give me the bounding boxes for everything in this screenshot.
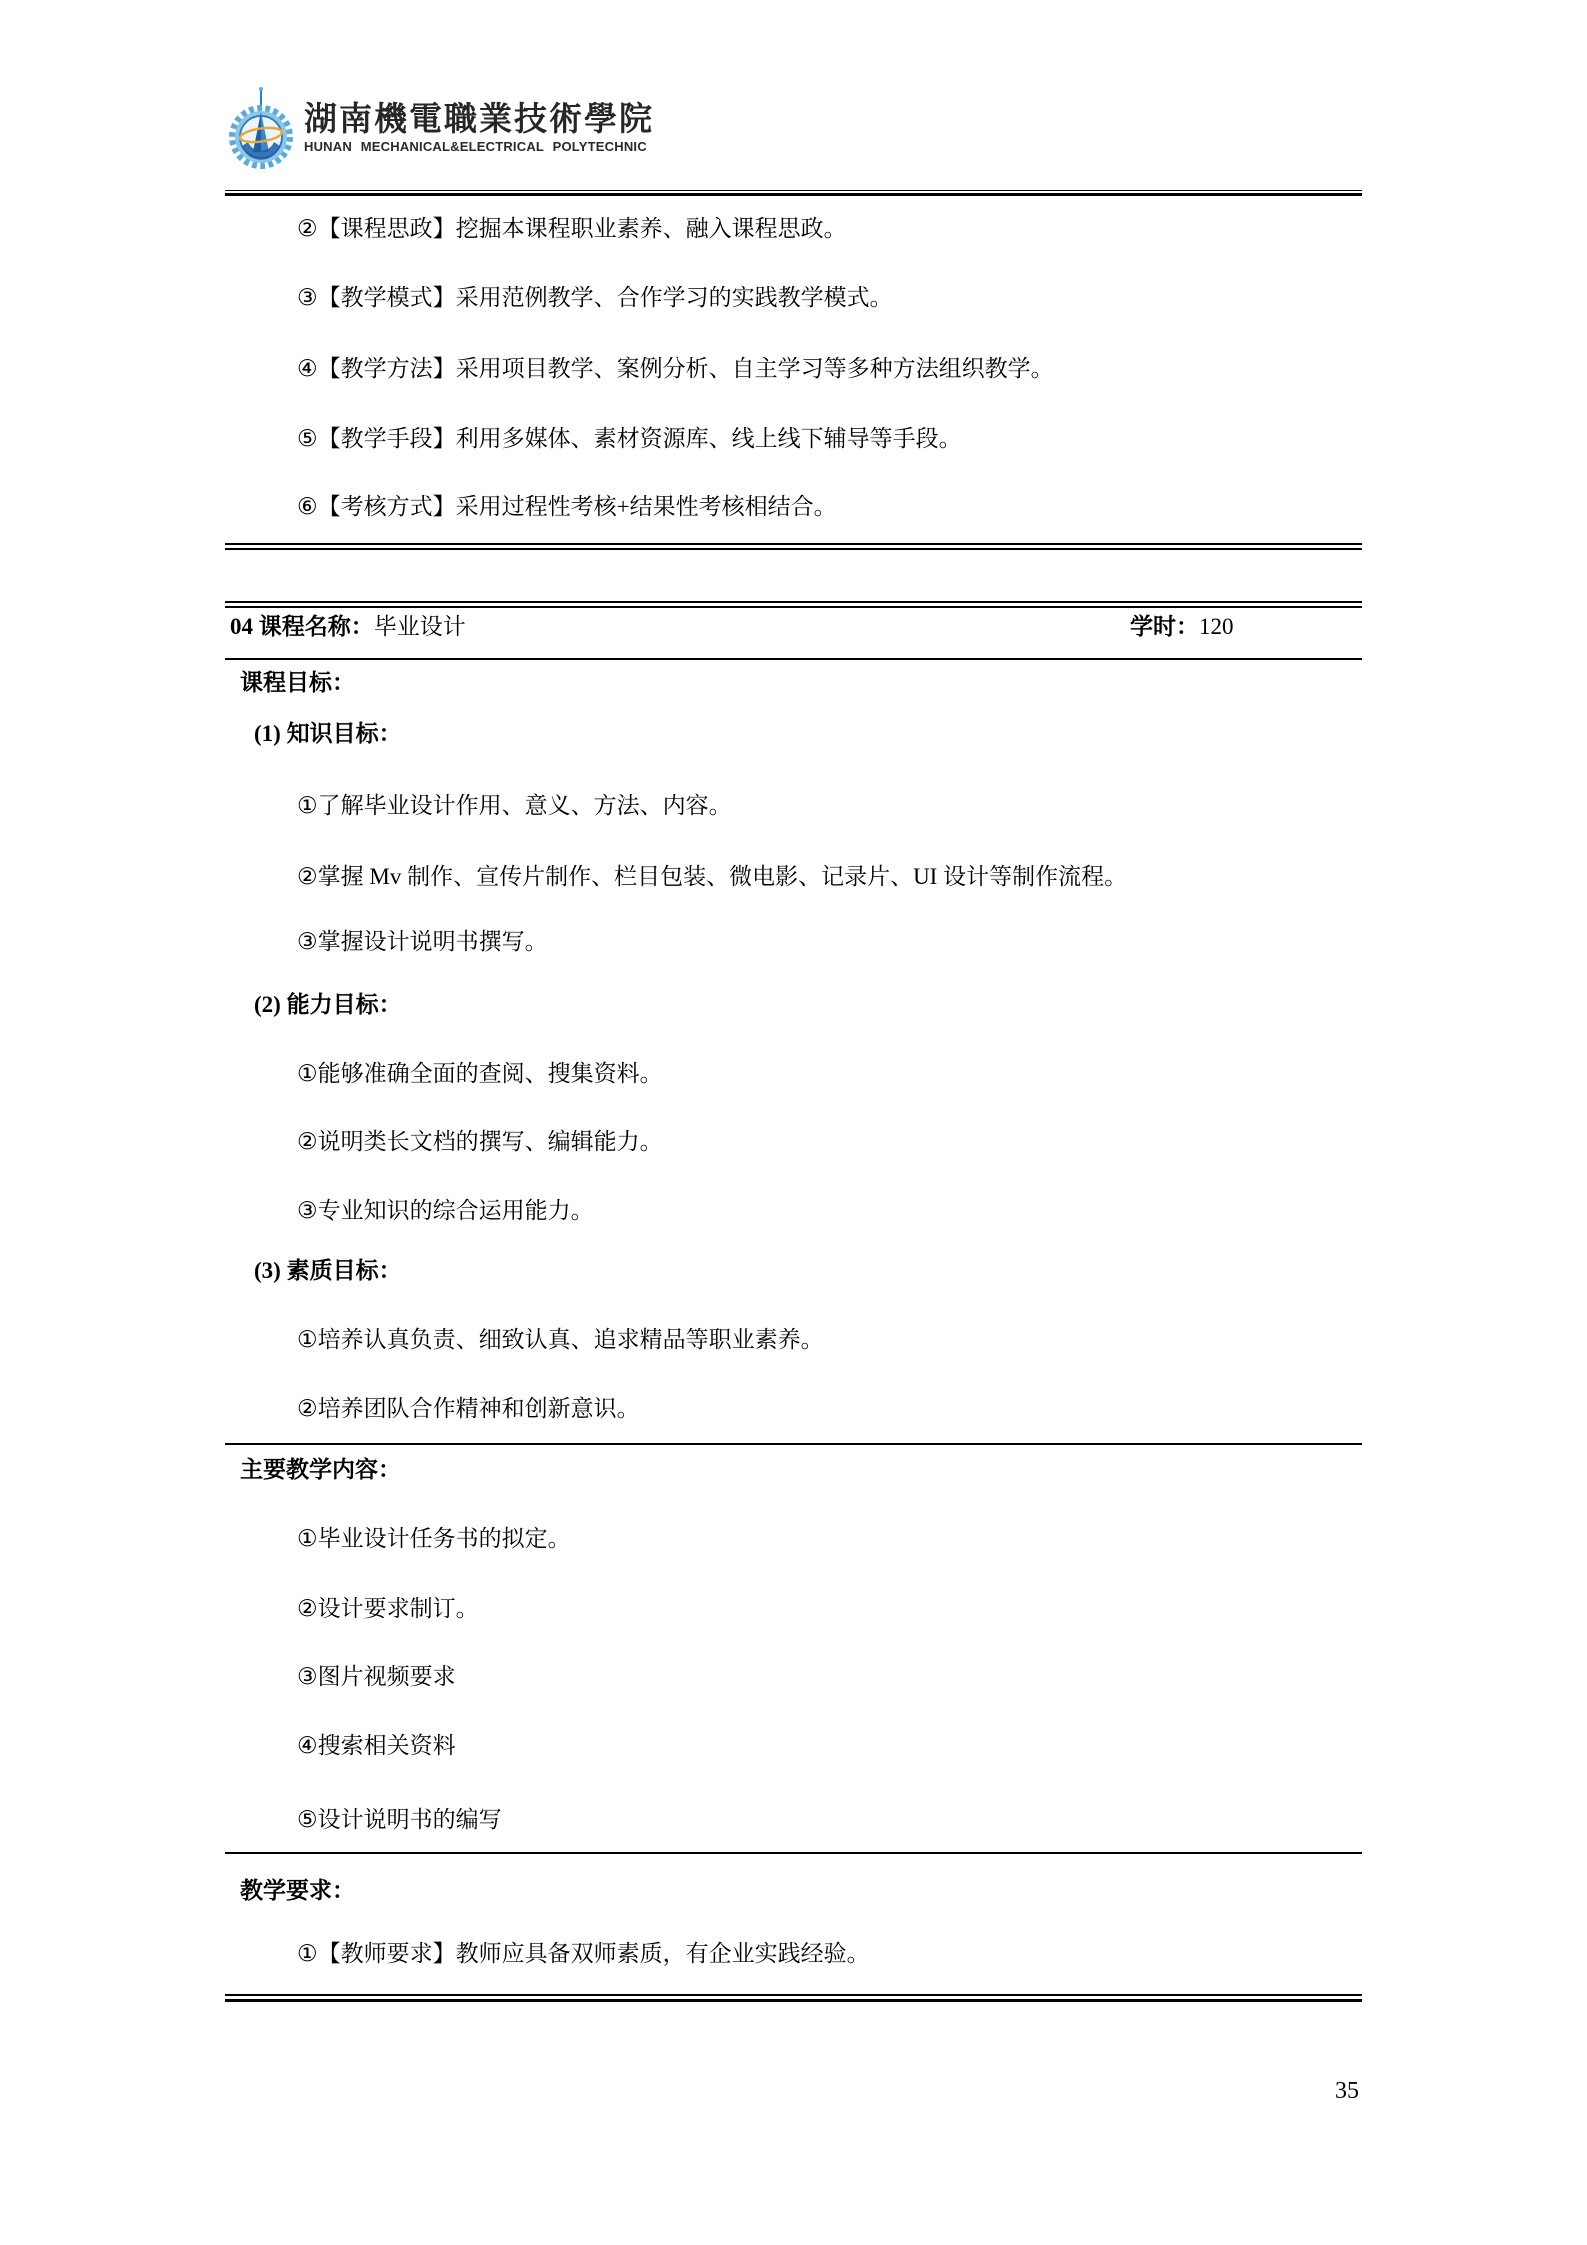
list-item: ②设计要求制订。 (297, 1596, 479, 1621)
list-item: ③掌握设计说明书撰写。 (297, 929, 548, 954)
school-logo-text (304, 84, 654, 154)
school-name-chinese: 湖南機電職業技術學院 (304, 102, 654, 138)
list-item: ①【教师要求】教师应具备双师素质，有企业实践经验。 (297, 1941, 870, 1966)
objectives-heading: 课程目标： (240, 670, 355, 695)
course-hours (1130, 612, 1234, 642)
list-item: ②说明类长文档的撰写、编辑能力。 (297, 1129, 663, 1154)
course-title-row (230, 612, 466, 642)
section-closing-rule (225, 1994, 1362, 2002)
list-item: ②掌握 Mv 制作、宣传片制作、栏目包装、微电影、记录片、UI 设计等制作流程。 (297, 864, 1128, 889)
course-name: 毕业设计 (373, 614, 466, 639)
quality-heading: (3) 素质目标： (254, 1258, 402, 1283)
row-divider-rule (225, 1852, 1362, 1854)
row-divider-rule (225, 1443, 1362, 1445)
school-logo (228, 84, 654, 170)
teaching-requirements-heading: 教学要求： (240, 1878, 355, 1903)
list-item: ⑤【教学手段】利用多媒体、素材资源库、线上线下辅导等手段。 (297, 426, 962, 451)
page-number: 35 (1335, 2078, 1359, 2104)
teaching-content-heading: 主要教学内容： (240, 1457, 401, 1482)
list-item: ③专业知识的综合运用能力。 (297, 1198, 594, 1223)
list-item: ⑤设计说明书的编写 (297, 1807, 502, 1832)
list-item: ②培养团队合作精神和创新意识。 (297, 1396, 640, 1421)
list-item: ①培养认真负责、细致认真、追求精品等职业素养。 (297, 1327, 824, 1352)
school-name-english: HUNAN MECHANICAL&ELECTRICAL POLYTECHNIC (304, 139, 647, 154)
header-divider-rule (225, 190, 1362, 196)
row-divider-rule (225, 658, 1362, 660)
section-closing-rule (225, 543, 1362, 550)
list-item: ⑥【考核方式】采用过程性考核+结果性考核相结合。 (297, 494, 837, 519)
list-item: ③【教学模式】采用范例教学、合作学习的实践教学模式。 (297, 285, 893, 310)
gear-compass-logo-icon (228, 84, 294, 170)
list-item: ③图片视频要求 (297, 1664, 456, 1689)
list-item: ①毕业设计任务书的拟定。 (297, 1526, 571, 1551)
knowledge-heading: (1) 知识目标： (254, 721, 402, 746)
list-item: ①能够准确全面的查阅、搜集资料。 (297, 1061, 663, 1086)
hours-label: 学时： (1130, 614, 1199, 639)
list-item: ④搜索相关资料 (297, 1733, 456, 1758)
section-opening-rule (225, 601, 1362, 608)
list-item: ④【教学方法】采用项目教学、案例分析、自主学习等多种方法组织教学。 (297, 356, 1054, 381)
list-item: ①了解毕业设计作用、意义、方法、内容。 (297, 793, 732, 818)
ability-heading: (2) 能力目标： (254, 992, 402, 1017)
course-number-label: 04 课程名称： (230, 614, 374, 639)
list-item: ②【课程思政】挖掘本课程职业素养、融入课程思政。 (297, 216, 847, 241)
hours-value: 120 (1199, 614, 1234, 639)
